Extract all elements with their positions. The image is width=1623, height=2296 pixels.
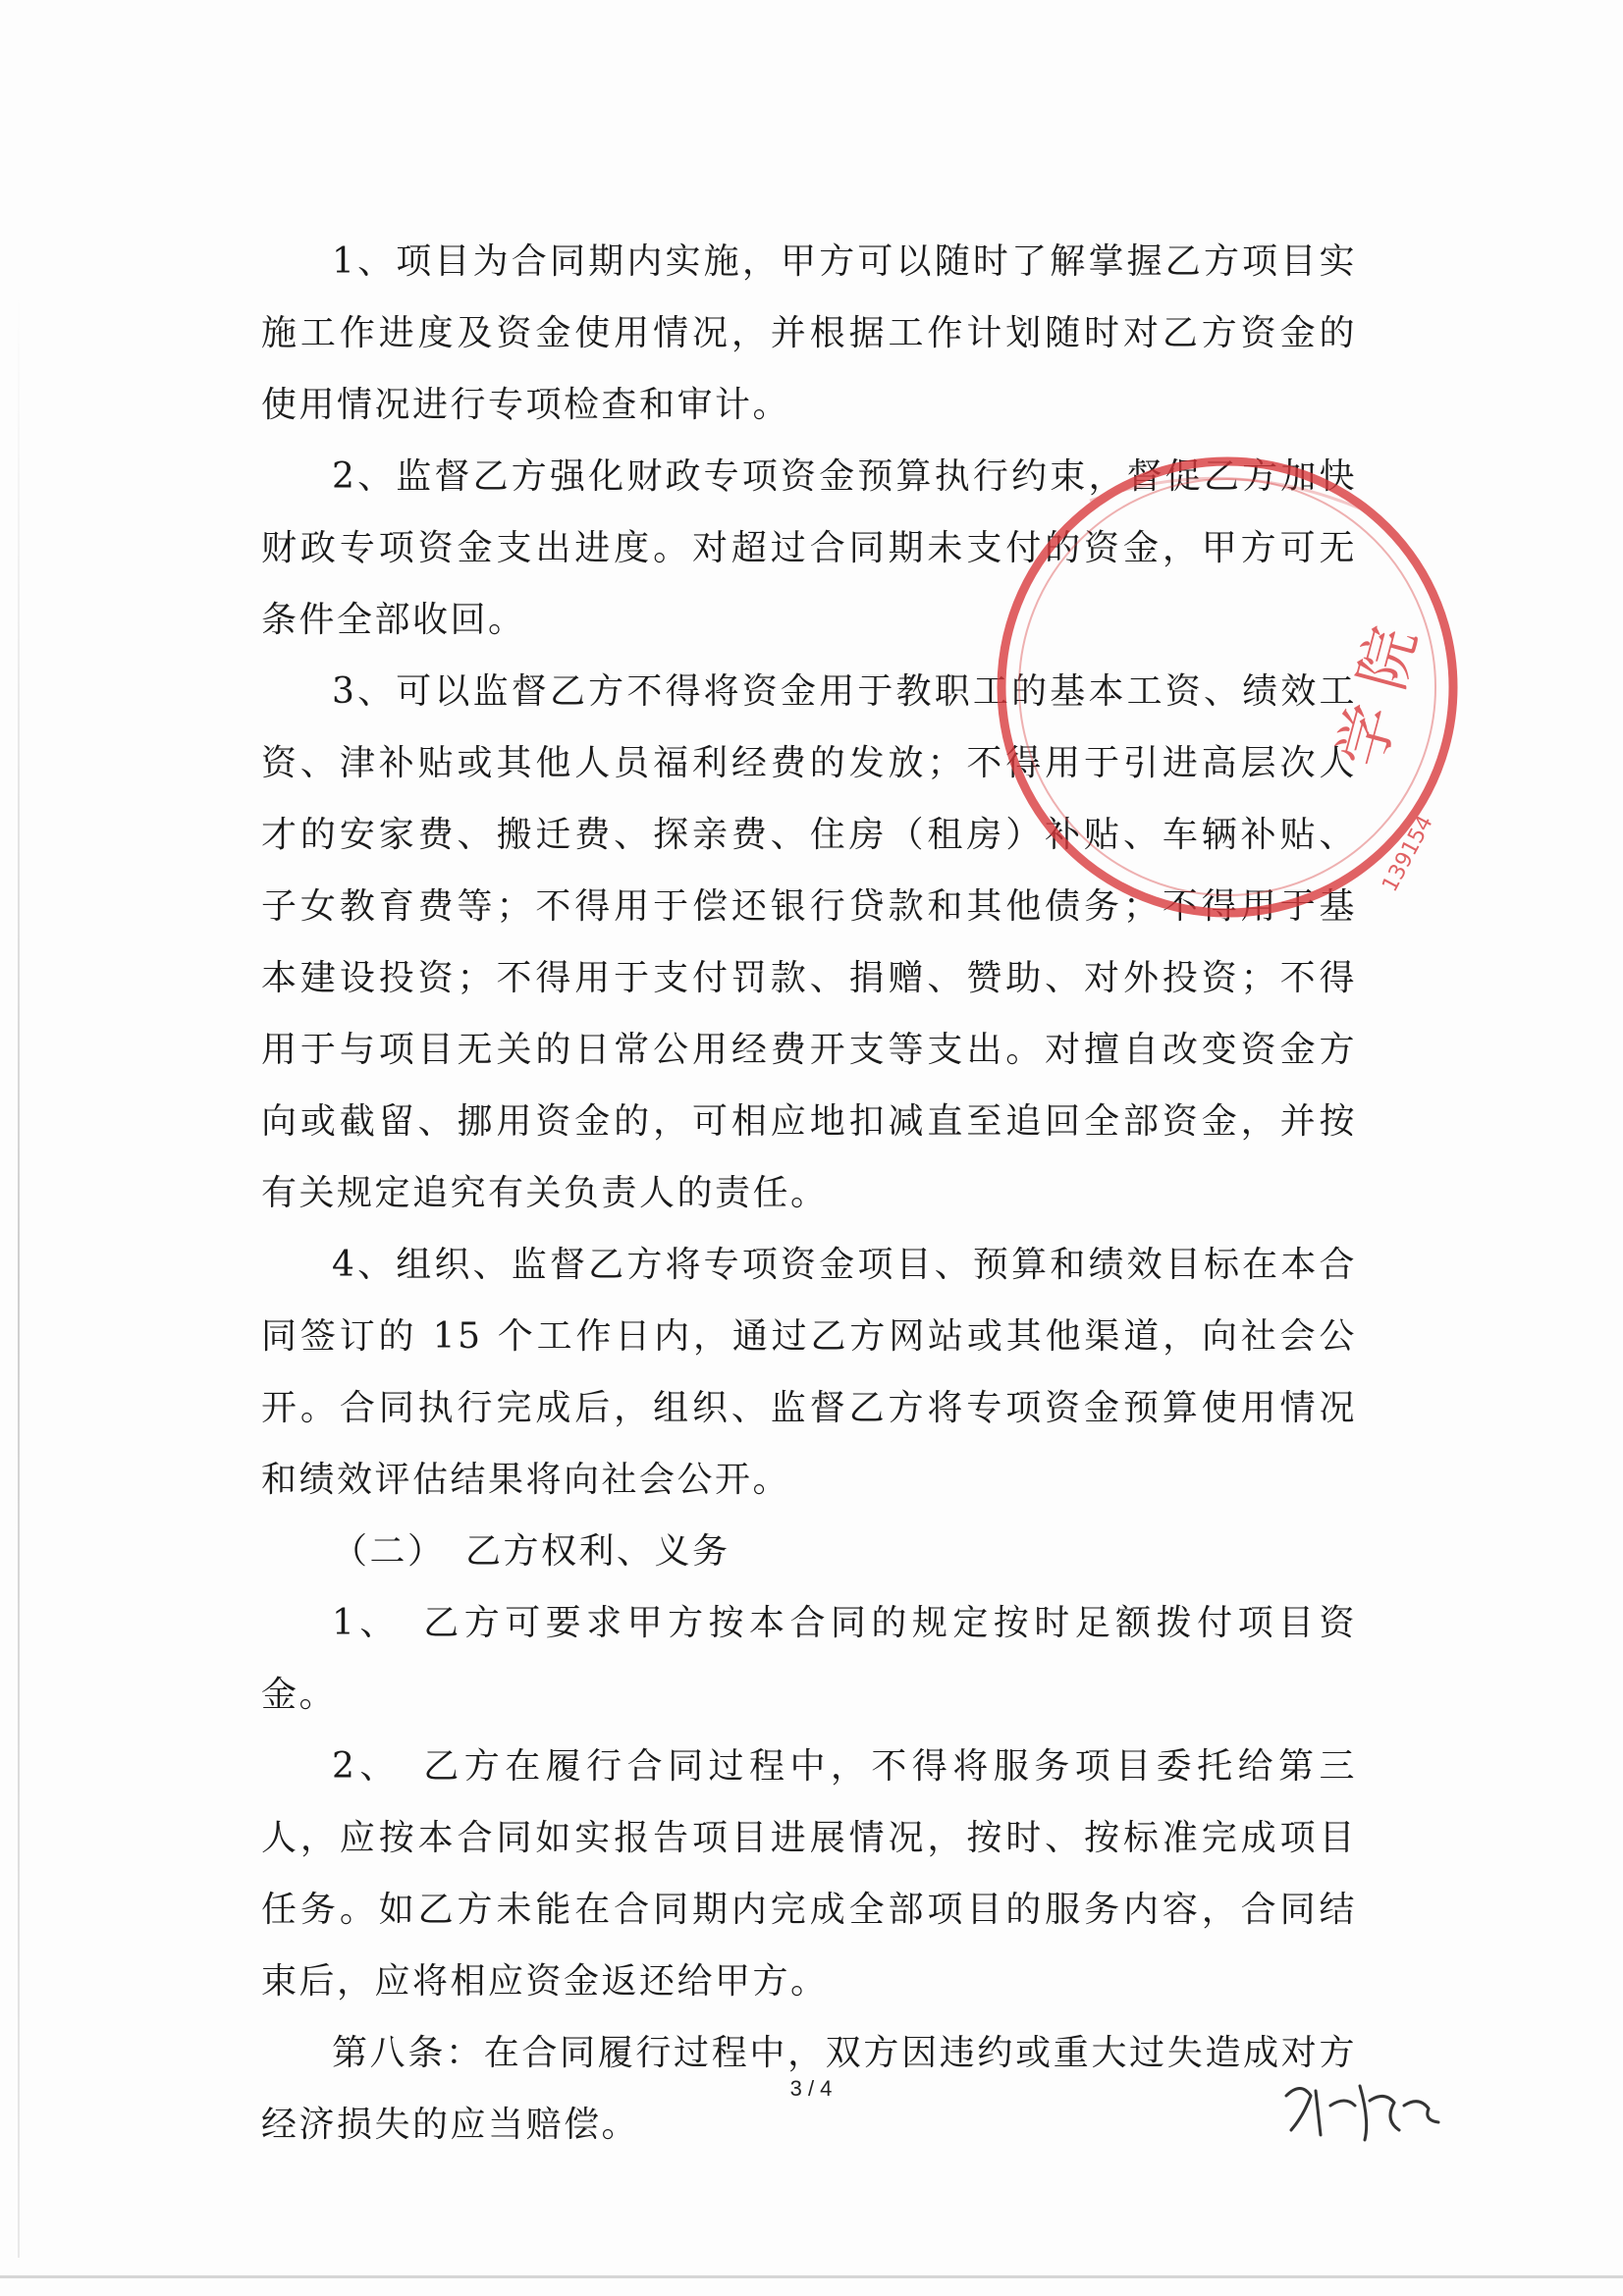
body-text (261, 226, 1357, 2161)
paragraph-party-b-2: 2、 乙方在履行合同过程中，不得将服务项目委托给第三人，应按本合同如实报告项目进展情况，按时、按标准完成项目任务。如乙方未能在合同期内完成全部项目的服务内容，合同结束后，应将相应资金返还给甲方。 (261, 1746, 1357, 2002)
paragraph-4: 4、组织、监督乙方将专项资金项目、预算和绩效目标在本合同签订的 15 个工作日内，通过乙方网站或其他渠道，向社会公开。合同执行完成后，组织、监督乙方将专项资金预算使用情况和绩效评估结果将向社会公开。 (261, 1245, 1357, 1500)
paragraph-1: 1、项目为合同期内实施，甲方可以随时了解掌握乙方项目实施工作进度及资金使用情况，并根据工作计划随时对乙方资金的使用情况进行专项检查和审计。 (261, 241, 1357, 425)
paragraph-2: 2、监督乙方强化财政专项资金预算执行约束，督促乙方加快财政专项资金支出进度。对超过合同期未支付的资金，甲方可无条件全部收回。 (261, 456, 1357, 640)
scan-edge-bottom (0, 2275, 1623, 2278)
article-eight: 第八条：在合同履行过程中，双方因违约或重大过失造成对方经济损失的应当赔偿。 (261, 2033, 1357, 2145)
seal-code: 139154 (1378, 811, 1438, 896)
seal-text: 学 院 (1324, 619, 1431, 774)
page-number: 3 / 4 (789, 2076, 833, 2101)
scan-edge-left (18, 294, 20, 2258)
paragraph-party-b-1: 1、 乙方可要求甲方按本合同的规定按时足额拨付项目资金。 (261, 1603, 1357, 1715)
paragraph-3: 3、可以监督乙方不得将资金用于教职工的基本工资、绩效工资、津补贴或其他人员福利经费的发放；不得用于引进高层次人才的安家费、搬迁费、探亲费、住房（租房）补贴、车辆补贴、子女教育费等；不得用于偿还银行贷款和其他债务；不得用于基本建设投资；不得用于支付罚款、捐赠、赞助、对外投资；不得用于与项目无关的日常公用经费开支等支出。对擅自改变资金方向或截留、挪用资金的，可相应地扣减直至追回全部资金，并按有关规定追究有关负责人的责任。 (261, 671, 1357, 1213)
section-heading-party-b: （二） 乙方权利、义务 (332, 1531, 730, 1572)
